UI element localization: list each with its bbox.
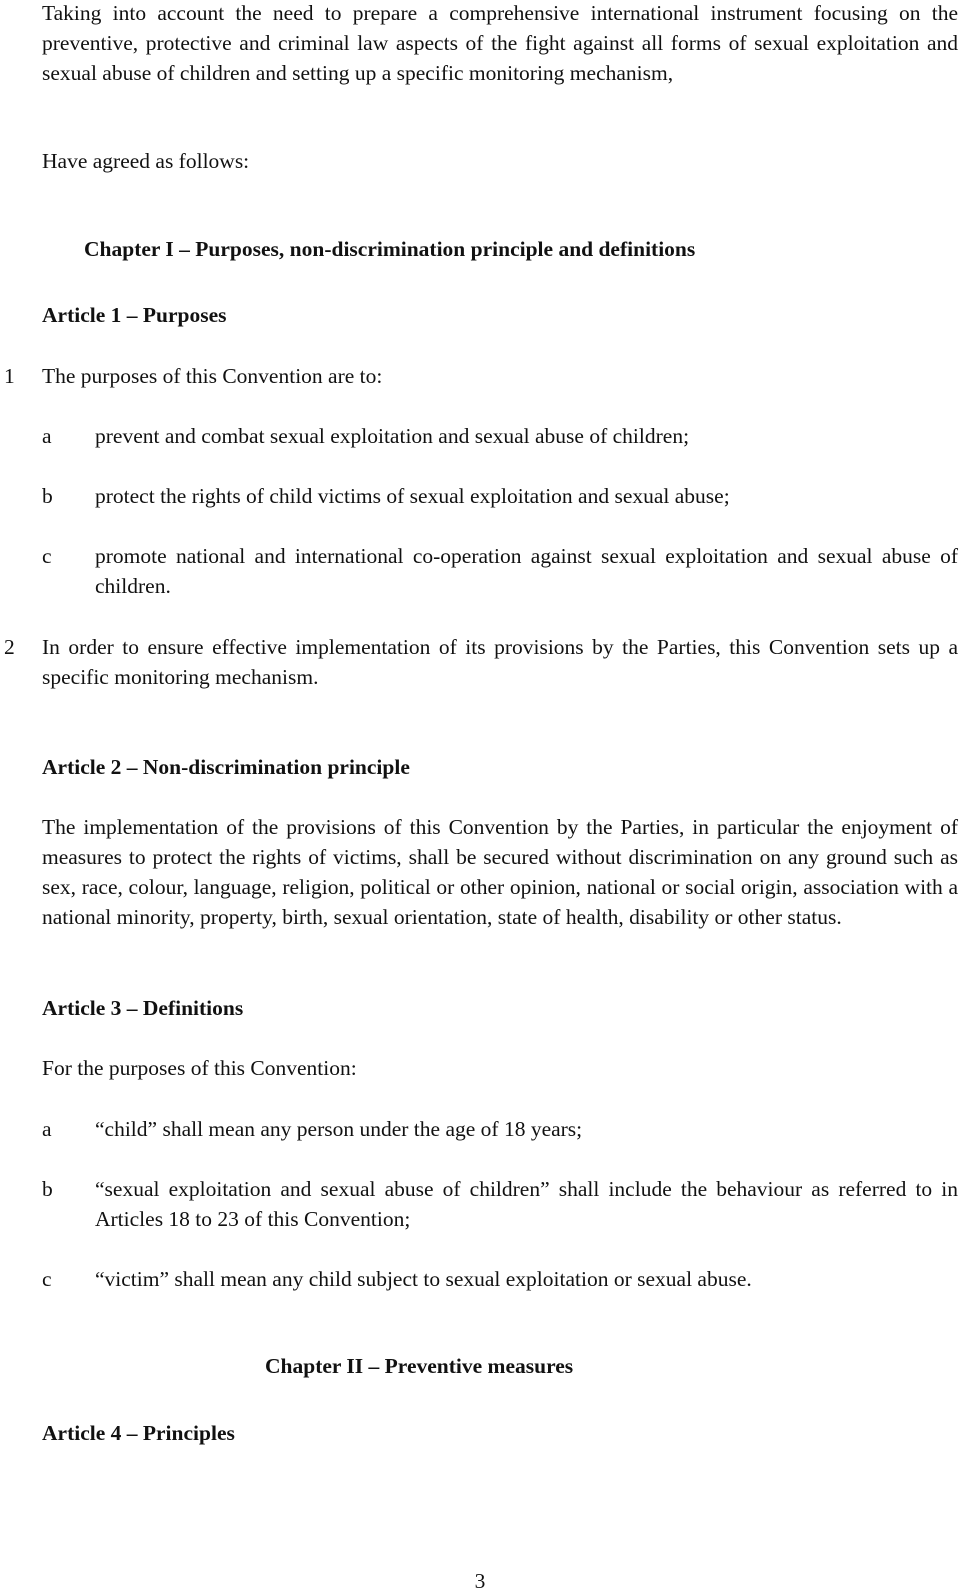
item-letter: c	[42, 544, 52, 568]
paragraph-number: 2	[4, 635, 15, 659]
article-2-heading: Article 2 – Non-discrimination principle	[42, 755, 410, 779]
article-1-item-a	[42, 421, 958, 451]
paragraph-number: 1	[4, 364, 15, 388]
article-3-item-a	[42, 1114, 958, 1144]
article-3-heading: Article 3 – Definitions	[42, 996, 244, 1020]
page-number: 3	[474, 1569, 486, 1593]
preamble-paragraph: Taking into account the need to prepare a comprehensive international instrument focusing on the preventive, protective and criminal law aspects of the fight against all forms of sexual exploitation and sexual abuse of children and setting up a specific monitoring mechanism,	[42, 1, 958, 85]
article-3-item-c	[42, 1264, 958, 1294]
article-3-intro: For the purposes of this Convention:	[42, 1056, 357, 1080]
item-letter: a	[42, 1117, 52, 1141]
article-4-heading: Article 4 – Principles	[42, 1421, 235, 1445]
article-1-item-c	[42, 541, 958, 601]
paragraph-text: The purposes of this Convention are to:	[42, 364, 383, 388]
item-letter: c	[42, 1267, 52, 1291]
article-3-item-b	[42, 1174, 958, 1234]
item-text: “child” shall mean any person under the age of 18 years;	[95, 1117, 583, 1141]
chapter-2-heading: Chapter II – Preventive measures	[265, 1354, 574, 1378]
agreement-line: Have agreed as follows:	[42, 149, 250, 173]
article-1-heading: Article 1 – Purposes	[42, 303, 227, 327]
chapter-1-heading: Chapter I – Purposes, non-discrimination principle and definitions	[84, 237, 696, 261]
paragraph-text: In order to ensure effective implementation of its provisions by the Parties, this Convention sets up a specific monitoring mechanism.	[42, 635, 958, 689]
article-2-text: The implementation of the provisions of this Convention by the Parties, in particular the enjoyment of measures to protect the rights of victims, shall be secured without discrimination on any ground such as sex, race, colour, language, religion, political or other opinion, national or social origin, association with a national minority, property, birth, sexual orientation, state of health, disability or other status.	[42, 815, 958, 929]
item-text: prevent and combat sexual exploitation and sexual abuse of children;	[95, 424, 690, 448]
item-text: “sexual exploitation and sexual abuse of children” shall include the behaviour as referred to in Articles 18 to 23 of this Convention;	[95, 1177, 958, 1231]
item-text: protect the rights of child victims of sexual exploitation and sexual abuse;	[95, 484, 730, 508]
item-text: promote national and international co-operation against sexual exploitation and sexual abuse of children.	[95, 544, 958, 598]
item-text: “victim” shall mean any child subject to sexual exploitation or sexual abuse.	[95, 1267, 752, 1291]
article-1-paragraph-2	[4, 632, 958, 692]
item-letter: a	[42, 424, 52, 448]
article-1-item-b	[42, 481, 958, 511]
item-letter: b	[42, 1177, 53, 1201]
item-letter: b	[42, 484, 53, 508]
article-1-paragraph-1	[4, 361, 958, 391]
